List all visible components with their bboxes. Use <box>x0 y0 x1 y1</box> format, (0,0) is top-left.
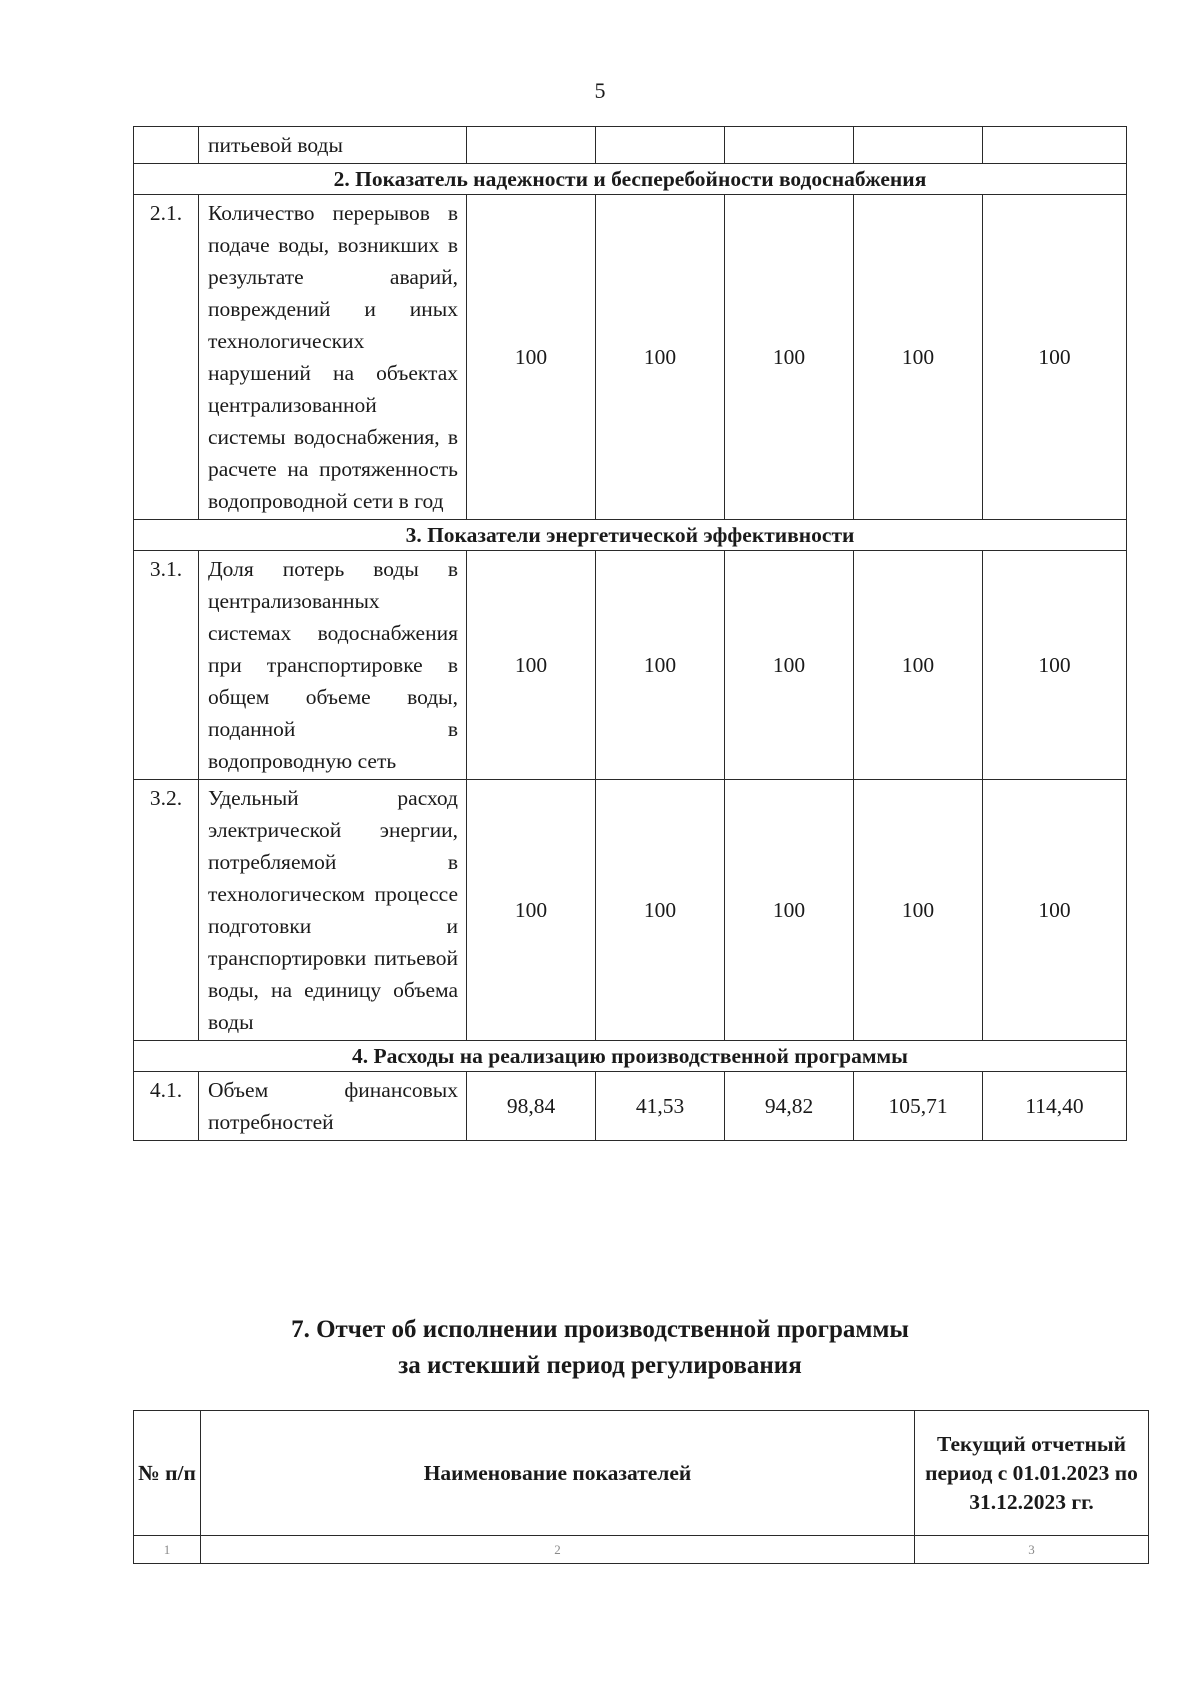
value-cell: 100 <box>983 780 1127 1041</box>
value-cell: 100 <box>983 195 1127 520</box>
row-name: Количество перерывов в подаче воды, возникших в результате аварий, повреждений и иных технологических нарушений на объектах централизованной системы водоснабжения, в расчете на протяженность водопроводной сети в год <box>199 195 467 520</box>
value-cell: 100 <box>725 551 854 780</box>
value-cell: 100 <box>854 780 983 1041</box>
section-title: 3. Показатели энергетической эффективности <box>134 520 1127 551</box>
value-cell: 100 <box>854 195 983 520</box>
value-cell: 105,71 <box>854 1072 983 1141</box>
section-title: 4. Расходы на реализацию производственной программы <box>134 1041 1127 1072</box>
column-index: 1 <box>134 1536 201 1564</box>
table-row <box>134 780 1127 1041</box>
value-cell: 114,40 <box>983 1072 1127 1141</box>
value-cell: 100 <box>467 551 596 780</box>
row-name: питьевой воды <box>199 127 467 164</box>
report-heading <box>0 1312 1200 1384</box>
table-row <box>134 195 1127 520</box>
value-cell: 98,84 <box>467 1072 596 1141</box>
page-number: 5 <box>594 78 606 103</box>
value-cell: 41,53 <box>596 1072 725 1141</box>
value-cell: 100 <box>467 780 596 1041</box>
value-cell: 100 <box>596 195 725 520</box>
row-name: Удельный расход электрической энергии, потребляемой в технологическом процессе подготовки и транспортировки питьевой воды, на единицу объема воды <box>199 780 467 1041</box>
value-cell: 100 <box>725 195 854 520</box>
row-number: 3.2. <box>134 780 199 1041</box>
row-number <box>134 127 199 164</box>
table-row <box>134 127 1127 164</box>
row-name: Объем финансовых потребностей <box>199 1072 467 1141</box>
table-header-row <box>134 1411 1149 1536</box>
section-header-row <box>134 164 1127 195</box>
table-row <box>134 551 1127 780</box>
column-index: 3 <box>915 1536 1149 1564</box>
report-table <box>133 1410 1149 1564</box>
value-cell: 100 <box>596 780 725 1041</box>
value-cell: 100 <box>467 195 596 520</box>
indicators-table <box>133 126 1127 1141</box>
row-number: 4.1. <box>134 1072 199 1141</box>
report-title-line-1: 7. Отчет об исполнении производственной программы <box>291 1316 909 1343</box>
report-title-line-2: за истекший период регулирования <box>398 1352 802 1379</box>
row-number: 2.1. <box>134 195 199 520</box>
column-index: 2 <box>201 1536 915 1564</box>
table-row <box>134 1072 1127 1141</box>
value-cell: 100 <box>725 780 854 1041</box>
row-number: 3.1. <box>134 551 199 780</box>
section-title: 2. Показатель надежности и бесперебойности водоснабжения <box>134 164 1127 195</box>
row-name: Доля потерь воды в централизованных системах водоснабжения при транспортировке в общем объеме воды, поданной в водопроводную сеть <box>199 551 467 780</box>
value-cell: 100 <box>983 551 1127 780</box>
column-index-row <box>134 1536 1149 1564</box>
column-header-name: Наименование показателей <box>201 1411 915 1536</box>
section-header-row <box>134 1041 1127 1072</box>
column-header-number: № п/п <box>134 1411 201 1536</box>
value-cell: 94,82 <box>725 1072 854 1141</box>
column-header-period: Текущий отчетный период с 01.01.2023 по 31.12.2023 гг. <box>915 1411 1149 1536</box>
value-cell: 100 <box>854 551 983 780</box>
value-cell: 100 <box>596 551 725 780</box>
section-header-row <box>134 520 1127 551</box>
